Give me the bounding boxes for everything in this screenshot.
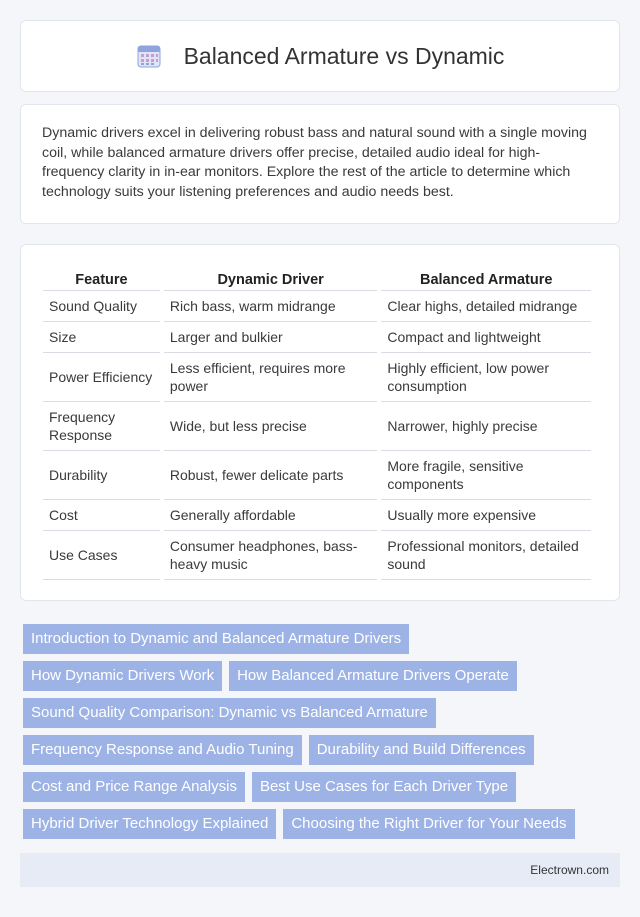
topic-link-balanced-armature[interactable]: How Balanced Armature Drivers Operate [229,661,517,691]
table-header-dynamic: Dynamic Driver [164,265,378,291]
table-cell: Cost [43,500,160,531]
topic-link-dynamic-drivers[interactable]: How Dynamic Drivers Work [23,661,222,691]
topic-link-introduction[interactable]: Introduction to Dynamic and Balanced Armature Drivers [23,624,409,654]
page-title: Balanced Armature vs Dynamic [183,42,505,69]
table-row [43,291,591,322]
table-cell: Rich bass, warm midrange [164,291,378,322]
table-cell: Highly efficient, low power consumption [381,353,591,402]
table-cell: Compact and lightweight [381,322,591,353]
table-header-balanced: Balanced Armature [381,265,591,291]
table-row [43,353,591,402]
topic-link-choosing[interactable]: Choosing the Right Driver for Your Needs [283,809,574,839]
table-header-feature: Feature [43,265,160,291]
calendar-grid-icon [136,43,162,69]
table-cell: Power Efficiency [43,353,160,402]
table-cell: Generally affordable [164,500,378,531]
table-row [43,531,591,580]
table-cell: Robust, fewer delicate parts [164,451,378,500]
topic-link-use-cases[interactable]: Best Use Cases for Each Driver Type [252,772,516,802]
topic-link-frequency-response[interactable]: Frequency Response and Audio Tuning [23,735,302,765]
table-cell: Usually more expensive [381,500,591,531]
table-cell: Durability [43,451,160,500]
table-cell: Clear highs, detailed midrange [381,291,591,322]
comparison-table [39,265,595,580]
title-card [20,20,620,92]
table-cell: Frequency Response [43,402,160,451]
topic-link-sound-quality[interactable]: Sound Quality Comparison: Dynamic vs Balanced Armature [23,698,436,728]
table-cell: Use Cases [43,531,160,580]
table-row [43,500,591,531]
table-cell: Narrower, highly precise [381,402,591,451]
topic-link-cost[interactable]: Cost and Price Range Analysis [23,772,245,802]
table-cell: More fragile, sensitive components [381,451,591,500]
table-header-row [43,265,591,291]
table-row [43,402,591,451]
topic-link-hybrid[interactable]: Hybrid Driver Technology Explained [23,809,276,839]
intro-card [20,104,620,224]
table-row [43,451,591,500]
table-cell: Less efficient, requires more power [164,353,378,402]
topic-links [23,624,623,846]
table-cell: Consumer headphones, bass-heavy music [164,531,378,580]
table-row [43,322,591,353]
table-cell: Professional monitors, detailed sound [381,531,591,580]
footer-brand: Electrown.com [530,863,609,877]
table-cell: Wide, but less precise [164,402,378,451]
table-cell: Larger and bulkier [164,322,378,353]
footer [20,853,620,887]
comparison-table-card [20,244,620,601]
intro-paragraph: Dynamic drivers excel in delivering robust bass and natural sound with a single moving coil, while balanced armature drivers offer precise, detailed audio ideal for high-frequency clarity in in-ear monitors. Explore the rest of the article to determine which technology suits your listening preferences and audio needs best. [42,125,587,200]
table-cell: Size [43,322,160,353]
table-cell: Sound Quality [43,291,160,322]
topic-link-durability[interactable]: Durability and Build Differences [309,735,534,765]
